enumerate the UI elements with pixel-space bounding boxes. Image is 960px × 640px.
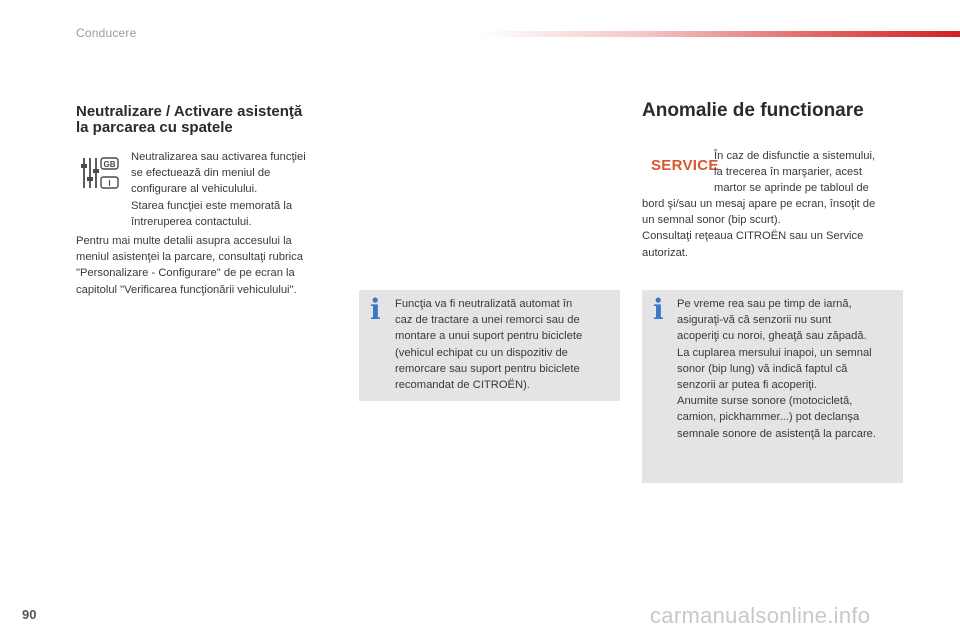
text-line: Pentru mai multe detalii asupra accesului la	[76, 235, 292, 247]
text-line: Funcţia va fi neutralizată automat în	[395, 298, 573, 310]
text-line: la trecerea în marşarier, acest	[714, 166, 862, 179]
service-warning-icon: SERVICE	[651, 157, 719, 174]
info-box-text	[677, 296, 876, 442]
text-line: sonor (bip lung) vă indică faptul că	[677, 362, 848, 375]
text-line: remorcare sau suport pentru biciclete	[395, 362, 580, 375]
text-line: Consultaţi reţeaua CITROËN sau un Service	[642, 230, 864, 243]
text-line: În caz de disfunctie a sistemului,	[714, 150, 876, 162]
info-box-text	[395, 296, 582, 393]
right-indent-text	[714, 148, 875, 197]
text-line: un semnal sonor (bip scurt).	[642, 214, 781, 227]
left-heading-line: la parcarea cu spatele	[76, 119, 233, 136]
text-line: montare a unui suport pentru biciclete	[395, 330, 583, 343]
header-accent-bar	[480, 31, 960, 37]
text-line: Anumite surse sonore (motocicletă,	[677, 395, 853, 408]
text-line: "Personalizare - Configurare" de pe ecran la	[76, 267, 295, 280]
left-body-text	[76, 233, 303, 298]
text-line: acoperiţi cu noroi, gheaţă sau zăpadă.	[677, 330, 867, 343]
text-line: (vehicul echipat cu un dispozitiv de	[395, 346, 568, 359]
text-line: senzorii ar putea fi acoperiţi.	[677, 379, 817, 392]
right-body-text	[642, 196, 875, 261]
text-line: se efectuează din meniul de	[131, 167, 271, 180]
icon-label-gb: GB	[103, 160, 116, 169]
left-heading	[76, 104, 346, 136]
text-line: autorizat.	[642, 246, 689, 259]
section-title: Conducere	[76, 26, 137, 40]
text-line: întreruperea contactului.	[131, 215, 252, 228]
text-line: semnale sonore de asistenţă la parcare.	[677, 427, 877, 440]
text-line: caz de tractare a unei remorci sau de	[395, 314, 580, 327]
left-heading-line: Neutralizare / Activare asistenţă	[76, 103, 303, 120]
text-line: Neutralizarea sau activarea funcţiei	[131, 151, 306, 163]
text-line: asiguraţi-vă că senzorii nu sunt	[677, 314, 832, 327]
info-icon: i	[653, 293, 664, 326]
right-heading: Anomalie de functionare	[642, 100, 864, 121]
text-line: La cuplarea mersului inapoi, un semnal	[677, 346, 872, 359]
info-box-towing	[359, 290, 620, 401]
info-icon: i	[370, 293, 381, 326]
text-line: Starea funcţiei este memorată la	[131, 199, 293, 212]
icon-label-i: I	[108, 179, 111, 188]
text-line: meniul asistenţei la parcare, consultaţi rubrica	[76, 251, 303, 264]
text-line: martor se aprinde pe tabloul de	[714, 182, 869, 195]
text-line: Pe vreme rea sau pe timp de iarnă,	[677, 298, 852, 310]
text-line: configurare al vehiculului.	[131, 183, 258, 196]
text-line: bord şi/sau un mesaj apare pe ecran, însoţit de	[642, 198, 876, 210]
text-line: capitolul "Verificarea funcţionării vehiculului".	[76, 283, 297, 296]
left-intro-text	[131, 149, 306, 230]
text-line: recomandat de CITROËN).	[395, 379, 530, 392]
page-number: 90	[22, 607, 37, 622]
watermark: carmanualsonline.info	[650, 603, 871, 628]
info-box-weather	[642, 290, 903, 483]
settings-sliders-icon	[80, 155, 120, 191]
text-line: camion, pickhammer...) pot declanşa	[677, 411, 860, 424]
